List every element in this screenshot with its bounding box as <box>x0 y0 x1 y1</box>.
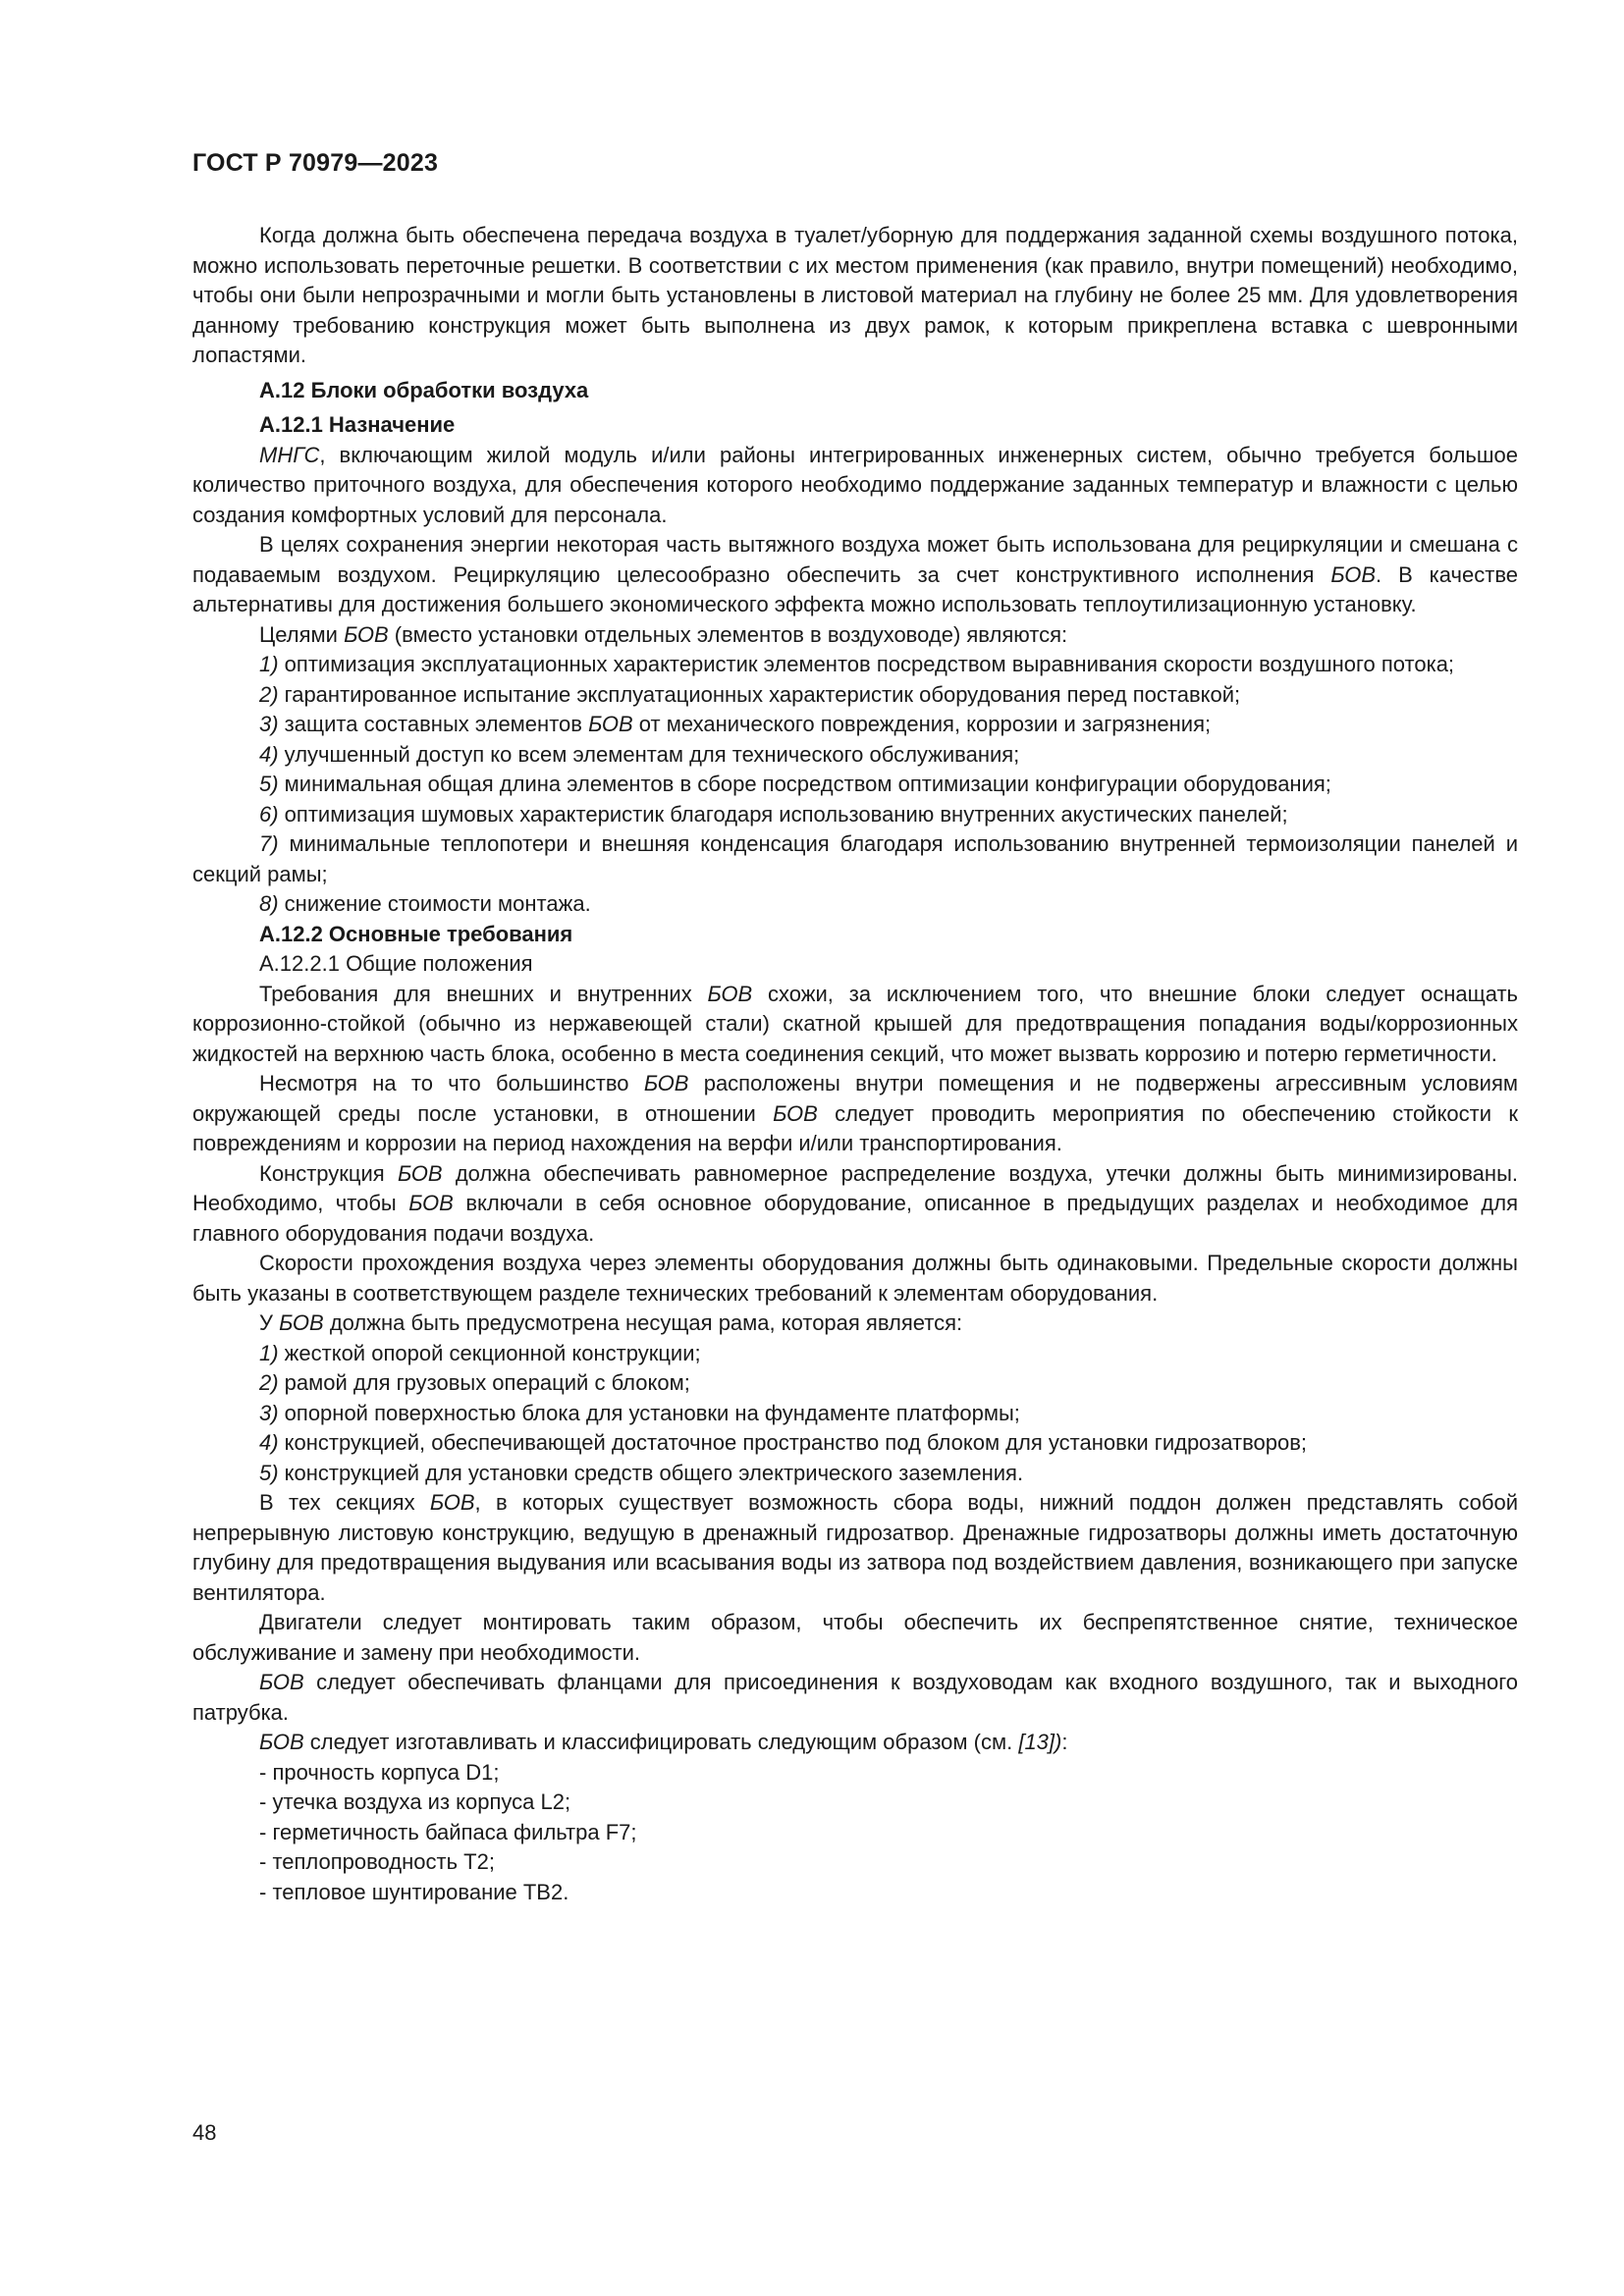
text-run: жесткой опорой секционной конструкции; <box>278 1340 701 1365</box>
document-header: ГОСТ Р 70979—2023 <box>192 149 439 177</box>
text-run: должна быть предусмотрена несущая рама, которая является: <box>323 1310 963 1335</box>
dash-list-item: - тепловое шунтирование TB2. <box>259 1879 569 1904</box>
text-run: минимальная общая длина элементов в сборе посредством оптимизации конфигурации оборудования; <box>278 772 1331 796</box>
list-number: 1) <box>259 1340 279 1365</box>
text-run: конструкцией, обеспечивающей достаточное пространство под блоком для установки гидрозатворов; <box>278 1430 1308 1455</box>
list-number: 2) <box>259 681 279 707</box>
dash-list-item: - утечка воздуха из корпуса L2; <box>259 1789 571 1814</box>
italic-term: БОВ <box>259 1670 304 1694</box>
list-item <box>192 680 1518 711</box>
paragraph <box>192 1069 1518 1159</box>
text-run: Несмотря на то что большинство <box>259 1071 644 1095</box>
text-run: следует обеспечивать фланцами для присоединения к воздуховодам как входного воздушного, так и выходного патрубка. <box>192 1670 1518 1725</box>
list-number: 3) <box>259 1400 279 1425</box>
paragraph <box>192 1159 1518 1250</box>
text-run: от механического повреждения, коррозии и загрязнения; <box>632 712 1212 736</box>
paragraph: Двигатели следует монтировать таким образом, чтобы обеспечить их беспрепятственное снятие, техническое обслуживание и замену при необходимости. <box>192 1610 1518 1665</box>
italic-term: БОВ <box>643 1071 689 1095</box>
list-item <box>192 1368 1518 1399</box>
citation-reference: [13]) <box>1018 1730 1062 1754</box>
text-run: минимальные теплопотери и внешняя конденсация благодаря использованию внутренней термоизоляции панелей и секций рамы; <box>192 831 1518 886</box>
list-number: 3) <box>259 712 279 736</box>
text-run: . В качестве альтернативы для достижения большего экономического эффекта можно использовать теплоутилизационную установку. <box>192 561 1518 616</box>
dash-list-item: - герметичность байпаса фильтра F7; <box>259 1819 637 1844</box>
subsubsection-heading: А.12.2.1 Общие положения <box>259 951 533 976</box>
text-run: Целями <box>259 621 345 647</box>
section-heading: А.12 Блоки обработки воздуха <box>259 377 589 402</box>
paragraph <box>192 980 1518 1070</box>
list-number: 1) <box>259 652 279 676</box>
text-run: снижение стоимости монтажа. <box>278 891 591 916</box>
list-item <box>192 710 1518 740</box>
list-item <box>192 889 1518 920</box>
list-number: 5) <box>259 1460 279 1485</box>
text-run: опорной поверхностью блока для установки на фундаменте платформы; <box>278 1400 1020 1425</box>
dash-list-item: - теплопроводность T2; <box>259 1849 495 1874</box>
text-run: расположены внутри помещения и не подвержены агрессивным условиям окружающей среды после установки, в отношении <box>192 1071 1518 1126</box>
list-number: 8) <box>259 891 279 916</box>
subsection-heading: А.12.1 Назначение <box>259 412 456 437</box>
italic-term: БОВ <box>408 1191 454 1215</box>
paragraph <box>192 620 1518 651</box>
list-item <box>192 650 1518 680</box>
text-run: включали в себя основное оборудование, описанное в предыдущих разделах и необходимое для главного оборудования подачи воздуха. <box>192 1191 1518 1246</box>
list-number: 5) <box>259 772 279 796</box>
dash-list-item: - прочность корпуса D1; <box>259 1759 500 1785</box>
list-number: 7) <box>259 831 279 856</box>
text-run: следует проводить мероприятия по обеспечению стойкости к повреждениям и коррозии на период нахождения на верфи и/или транспортирования. <box>192 1100 1518 1155</box>
text-run: конструкцией для установки средств общего электрического заземления. <box>278 1460 1024 1485</box>
italic-term: БОВ <box>1330 561 1377 587</box>
list-number: 4) <box>259 741 279 767</box>
italic-term: БОВ <box>344 621 389 647</box>
text-run: Требования для внешних и внутренних <box>259 981 708 1006</box>
text-run: следует изготавливать и классифицировать следующим образом (см. <box>303 1730 1019 1754</box>
text-run: (вместо установки отдельных элементов в воздуховоде) являются: <box>388 621 1068 647</box>
list-number: 2) <box>259 1370 279 1395</box>
text-run: рамой для грузовых операций с блоком; <box>278 1370 690 1395</box>
list-item <box>192 1339 1518 1369</box>
paragraph <box>192 1728 1518 1758</box>
text-run: В целях сохранения энергии некоторая часть вытяжного воздуха может быть использована для рециркуляции и смешана с подаваемым воздухом. Рециркуляцию целесообразно обеспечить за счет конструктивного исполнения <box>192 532 1518 587</box>
italic-term: БОВ <box>397 1160 443 1186</box>
text-run: схожи, за исключением того, что внешние блоки следует оснащать коррозионно-стойкой (обычно из нержавеющей стали) скатной крышей для предотвращения попадания воды/коррозионных жидкостей на верхнюю часть блока, особенно в места соединения секций, что может вызвать коррозию и потерю герметичности. <box>192 981 1518 1066</box>
italic-term: БОВ <box>707 981 753 1006</box>
italic-term: БОВ <box>773 1100 818 1126</box>
document-body <box>192 221 1518 1907</box>
list-item <box>192 829 1518 889</box>
italic-term: МНГС <box>259 442 320 467</box>
text-run: : <box>1061 1730 1068 1754</box>
text-run: улучшенный доступ ко всем элементам для технического обслуживания; <box>278 741 1020 767</box>
text-run: В тех секциях <box>259 1490 430 1515</box>
list-number: 4) <box>259 1430 279 1455</box>
text-run: У <box>259 1310 280 1335</box>
list-item <box>192 1428 1518 1459</box>
text-run: должна обеспечивать равномерное распределение воздуха, утечки должны быть минимизированы. Необходимо, чтобы <box>192 1160 1518 1215</box>
italic-term: БОВ <box>588 712 633 736</box>
italic-term: БОВ <box>429 1490 475 1515</box>
list-item <box>192 770 1518 800</box>
page-number: 48 <box>192 2120 217 2145</box>
text-run: Конструкция <box>259 1160 398 1186</box>
paragraph <box>192 1308 1518 1339</box>
text-run: оптимизация шумовых характеристик благодаря использованию внутренних акустических панелей; <box>278 801 1288 827</box>
text-run: , в которых существует возможность сбора воды, нижний поддон должен представлять собой непрерывную листовую конструкцию, ведущую в дренажный гидрозатвор. Дренажные гидрозатворы должны иметь достаточную глубину для предотвращения выдувания или всасывания воды из затвора под воздействием давления, возникающего при запуске вентилятора. <box>192 1490 1518 1605</box>
paragraph <box>192 441 1518 531</box>
paragraph <box>192 530 1518 620</box>
text-run: , включающим жилой модуль и/или районы интегрированных инженерных систем, обычно требуется большое количество приточного воздуха, для обеспечения которого необходимо поддержание заданных температур и влажности с целью создания комфортных условий для персонала. <box>192 442 1518 527</box>
paragraph <box>192 1488 1518 1608</box>
list-item <box>192 1459 1518 1489</box>
text-run: защита составных элементов <box>278 712 589 736</box>
text-run: гарантированное испытание эксплуатационных характеристик оборудования перед поставкой; <box>278 681 1241 707</box>
list-item <box>192 740 1518 771</box>
paragraph: Скорости прохождения воздуха через элементы оборудования должны быть одинаковыми. Предельные скорости должны быть указаны в соответствующем разделе технических требований к элементам оборудования. <box>192 1251 1518 1306</box>
list-item <box>192 1399 1518 1429</box>
paragraph <box>192 1668 1518 1728</box>
list-number: 6) <box>259 801 279 827</box>
subsection-heading: А.12.2 Основные требования <box>259 921 573 946</box>
list-item <box>192 800 1518 830</box>
italic-term: БОВ <box>259 1730 304 1754</box>
italic-term: БОВ <box>279 1310 324 1335</box>
paragraph: Когда должна быть обеспечена передача воздуха в туалет/уборную для поддержания заданной схемы воздушного потока, можно использовать переточные решетки. В соответствии с их местом применения (как правило, внутри помещений) необходимо, чтобы они были непрозрачными и могли быть установлены в листовой материал на глубину не более 25 мм. Для удовлетворения данному требованию конструкция может быть выполнена из двух рамок, к которым прикреплена вставка с шевронными лопастями. <box>192 223 1518 367</box>
text-run: оптимизация эксплуатационных характеристик элементов посредством выравнивания скорости воздушного потока; <box>278 652 1455 676</box>
